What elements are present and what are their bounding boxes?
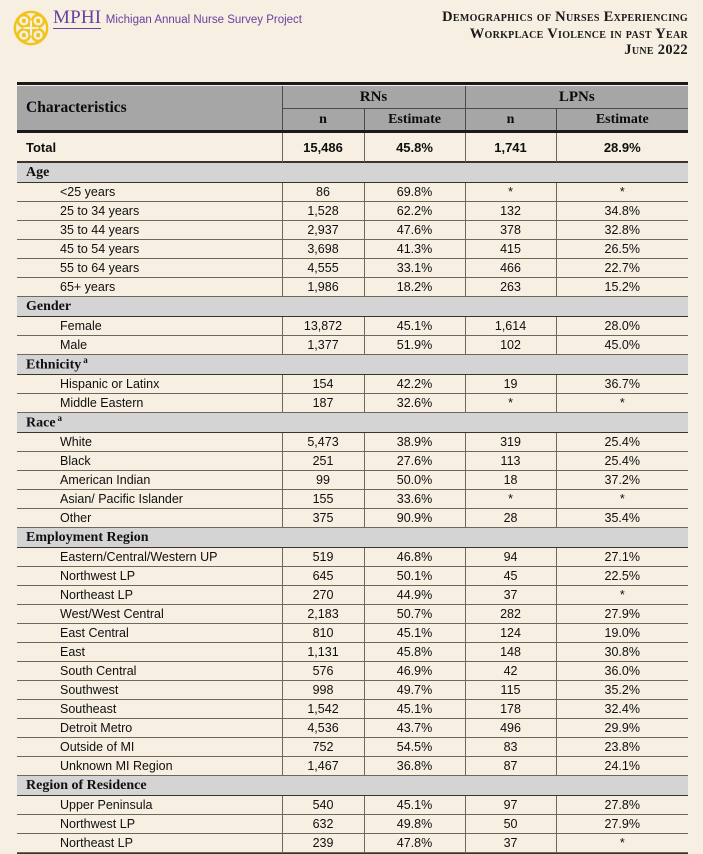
- cell-value: 645: [282, 567, 364, 586]
- cell-value: 69.8%: [364, 183, 465, 202]
- cell-value: 86: [282, 183, 364, 202]
- table-row: [17, 757, 688, 776]
- cell-value: 415: [465, 240, 556, 259]
- section-footnote-marker: a: [83, 355, 88, 366]
- section-header-employment-region: [17, 528, 688, 548]
- section-header-race: [17, 413, 688, 433]
- cell-value: 50: [465, 815, 556, 834]
- cell-value: 24.1%: [556, 757, 688, 776]
- cell-value: 19: [465, 375, 556, 394]
- table-row: [17, 662, 688, 681]
- row-label: Hispanic or Latinx: [17, 375, 282, 394]
- row-label: Black: [17, 452, 282, 471]
- table-row: [17, 259, 688, 278]
- table-row: [17, 834, 688, 853]
- cell-value: 752: [282, 738, 364, 757]
- cell-value: 42: [465, 662, 556, 681]
- table-row: [17, 509, 688, 528]
- cell-value: 124: [465, 624, 556, 643]
- table-row: [17, 221, 688, 240]
- section-title: Age: [17, 163, 688, 183]
- demographics-table: [17, 86, 688, 853]
- cell-value: 26.5%: [556, 240, 688, 259]
- table-row: [17, 240, 688, 259]
- cell-value: 178: [465, 700, 556, 719]
- table-row: [17, 433, 688, 452]
- row-label: Middle Eastern: [17, 394, 282, 413]
- cell-value: 62.2%: [364, 202, 465, 221]
- cell-value: 45.1%: [364, 796, 465, 815]
- brand-text: [53, 8, 302, 29]
- cell-value: 27.9%: [556, 605, 688, 624]
- table-row: [17, 719, 688, 738]
- row-label: Female: [17, 317, 282, 336]
- row-label: Upper Peninsula: [17, 796, 282, 815]
- cell-value: 32.4%: [556, 700, 688, 719]
- table-row: [17, 183, 688, 202]
- table-row: [17, 336, 688, 355]
- cell-value: 378: [465, 221, 556, 240]
- cell-value: 251: [282, 452, 364, 471]
- table-row: [17, 375, 688, 394]
- cell-value: 45: [465, 567, 556, 586]
- section-footnote-marker: a: [57, 413, 63, 424]
- table-row: [17, 796, 688, 815]
- cell-value: 27.6%: [364, 452, 465, 471]
- cell-value: 97: [465, 796, 556, 815]
- cell-value: 28: [465, 509, 556, 528]
- cell-value: 37: [465, 586, 556, 605]
- title-line-1: Demographics of Nurses Experiencing: [442, 9, 688, 25]
- cell-value: *: [465, 394, 556, 413]
- cell-value: *: [556, 394, 688, 413]
- cell-value: *: [465, 183, 556, 202]
- header-characteristics: Characteristics: [17, 86, 282, 131]
- cell-value: *: [556, 834, 688, 853]
- cell-value: 34.8%: [556, 202, 688, 221]
- cell-value: *: [556, 586, 688, 605]
- table-row: [17, 624, 688, 643]
- cell-value: 3,698: [282, 240, 364, 259]
- header-group-rns: RNs: [282, 86, 465, 109]
- cell-value: 466: [465, 259, 556, 278]
- section-header-gender: [17, 297, 688, 317]
- cell-value: 46.9%: [364, 662, 465, 681]
- row-label: Detroit Metro: [17, 719, 282, 738]
- cell-value: 540: [282, 796, 364, 815]
- table-row: [17, 548, 688, 567]
- table-row: [17, 394, 688, 413]
- cell-value: 28.0%: [556, 317, 688, 336]
- row-label: Other: [17, 509, 282, 528]
- cell-value: 47.8%: [364, 834, 465, 853]
- cell-value: 18.2%: [364, 278, 465, 297]
- cell-value: 22.5%: [556, 567, 688, 586]
- table-row: [17, 490, 688, 509]
- cell-value: 25.4%: [556, 452, 688, 471]
- cell-value: 94: [465, 548, 556, 567]
- cell-value: 45.1%: [364, 624, 465, 643]
- row-label: Unknown MI Region: [17, 757, 282, 776]
- row-label: Southwest: [17, 681, 282, 700]
- table-row: [17, 681, 688, 700]
- cell-value: 19.0%: [556, 624, 688, 643]
- row-label: Northwest LP: [17, 567, 282, 586]
- table-head: [17, 86, 688, 131]
- section-title: Region of Residence: [17, 776, 688, 796]
- cell-value: 45.1%: [364, 700, 465, 719]
- cell-value: 28.9%: [556, 133, 688, 162]
- header-group-row: [17, 86, 688, 109]
- cell-value: 375: [282, 509, 364, 528]
- table-row: [17, 278, 688, 297]
- cell-value: 45.1%: [364, 317, 465, 336]
- cell-value: 1,131: [282, 643, 364, 662]
- brand-subtitle: Michigan Annual Nurse Survey Project: [105, 14, 303, 26]
- cell-value: 282: [465, 605, 556, 624]
- cell-value: 115: [465, 681, 556, 700]
- cell-value: 36.7%: [556, 375, 688, 394]
- table-row: [17, 471, 688, 490]
- cell-value: 15.2%: [556, 278, 688, 297]
- row-label: American Indian: [17, 471, 282, 490]
- table-row: [17, 452, 688, 471]
- table-row: [17, 586, 688, 605]
- cell-value: 37.2%: [556, 471, 688, 490]
- section-title: Race $^a$: [17, 413, 688, 433]
- header-lpn-estimate: Estimate: [556, 109, 688, 132]
- brand-acronym: MPHI: [53, 7, 102, 28]
- cell-value: 50.7%: [364, 605, 465, 624]
- row-label: Northeast LP: [17, 586, 282, 605]
- title-line-3: June 2022: [624, 42, 688, 58]
- page-header: [0, 0, 703, 72]
- cell-value: 49.7%: [364, 681, 465, 700]
- cell-value: 1,614: [465, 317, 556, 336]
- row-label: South Central: [17, 662, 282, 681]
- header-lpn-n: n: [465, 109, 556, 132]
- section-title: Gender: [17, 297, 688, 317]
- cell-value: 187: [282, 394, 364, 413]
- cell-value: 148: [465, 643, 556, 662]
- section-title: Ethnicity $^a$: [17, 355, 688, 375]
- cell-value: *: [556, 183, 688, 202]
- cell-value: 33.6%: [364, 490, 465, 509]
- table-row: [17, 643, 688, 662]
- table-row: [17, 815, 688, 834]
- row-label: 25 to 34 years: [17, 202, 282, 221]
- cell-value: 47.6%: [364, 221, 465, 240]
- title-line-2: Workplace Violence in past Year: [469, 25, 688, 42]
- demographics-table-wrapper: [17, 82, 688, 854]
- section-header-region-of-residence: [17, 776, 688, 796]
- table-row: [17, 605, 688, 624]
- cell-value: 32.6%: [364, 394, 465, 413]
- cell-value: 29.9%: [556, 719, 688, 738]
- cell-value: 810: [282, 624, 364, 643]
- table-row: [17, 317, 688, 336]
- cell-value: 23.8%: [556, 738, 688, 757]
- cell-value: 1,377: [282, 336, 364, 355]
- cell-value: 5,473: [282, 433, 364, 452]
- row-label: 55 to 64 years: [17, 259, 282, 278]
- cell-value: 43.7%: [364, 719, 465, 738]
- row-label: Eastern/Central/Western UP: [17, 548, 282, 567]
- header-group-lpns: LPNs: [465, 86, 688, 109]
- cell-value: 45.8%: [364, 643, 465, 662]
- section-header-age: [17, 163, 688, 183]
- row-label: Total: [17, 133, 282, 162]
- cell-value: 25.4%: [556, 433, 688, 452]
- cell-value: 27.8%: [556, 796, 688, 815]
- table-top-rule: [17, 82, 688, 85]
- table-row-total: [17, 133, 688, 162]
- row-label: White: [17, 433, 282, 452]
- cell-value: 33.1%: [364, 259, 465, 278]
- cell-value: 99: [282, 471, 364, 490]
- cell-value: 154: [282, 375, 364, 394]
- cell-value: 45.8%: [364, 133, 465, 162]
- table-row: [17, 202, 688, 221]
- cell-value: 41.3%: [364, 240, 465, 259]
- brand-logo-block: [12, 8, 302, 47]
- row-label: West/West Central: [17, 605, 282, 624]
- row-label: Male: [17, 336, 282, 355]
- cell-value: 27.9%: [556, 815, 688, 834]
- cell-value: 51.9%: [364, 336, 465, 355]
- cell-value: 35.4%: [556, 509, 688, 528]
- cell-value: 27.1%: [556, 548, 688, 567]
- cell-value: 42.2%: [364, 375, 465, 394]
- cell-value: 496: [465, 719, 556, 738]
- cell-value: 87: [465, 757, 556, 776]
- mphi-logo-icon: [12, 9, 50, 47]
- cell-value: 239: [282, 834, 364, 853]
- table-row: [17, 700, 688, 719]
- cell-value: 22.7%: [556, 259, 688, 278]
- row-label: East Central: [17, 624, 282, 643]
- cell-value: 632: [282, 815, 364, 834]
- cell-value: 46.8%: [364, 548, 465, 567]
- table-row: [17, 738, 688, 757]
- row-label: 65+ years: [17, 278, 282, 297]
- cell-value: 155: [282, 490, 364, 509]
- cell-value: 998: [282, 681, 364, 700]
- cell-value: 50.1%: [364, 567, 465, 586]
- cell-value: 263: [465, 278, 556, 297]
- cell-value: 15,486: [282, 133, 364, 162]
- row-label: Northeast LP: [17, 834, 282, 853]
- cell-value: 1,542: [282, 700, 364, 719]
- cell-value: 2,937: [282, 221, 364, 240]
- cell-value: 4,536: [282, 719, 364, 738]
- row-label: Asian/ Pacific Islander: [17, 490, 282, 509]
- cell-value: 90.9%: [364, 509, 465, 528]
- header-rn-n: n: [282, 109, 364, 132]
- cell-value: 102: [465, 336, 556, 355]
- cell-value: 2,183: [282, 605, 364, 624]
- cell-value: 83: [465, 738, 556, 757]
- cell-value: 113: [465, 452, 556, 471]
- cell-value: 50.0%: [364, 471, 465, 490]
- cell-value: 319: [465, 433, 556, 452]
- cell-value: 44.9%: [364, 586, 465, 605]
- cell-value: 4,555: [282, 259, 364, 278]
- cell-value: 37: [465, 834, 556, 853]
- table-row: [17, 567, 688, 586]
- section-title: Employment Region: [17, 528, 688, 548]
- cell-value: 49.8%: [364, 815, 465, 834]
- cell-value: 36.0%: [556, 662, 688, 681]
- row-label: <25 years: [17, 183, 282, 202]
- cell-value: 32.8%: [556, 221, 688, 240]
- section-header-ethnicity: [17, 355, 688, 375]
- cell-value: 1,528: [282, 202, 364, 221]
- cell-value: 1,741: [465, 133, 556, 162]
- header-rn-estimate: Estimate: [364, 109, 465, 132]
- table-body: [17, 131, 688, 853]
- row-label: 45 to 54 years: [17, 240, 282, 259]
- cell-value: 36.8%: [364, 757, 465, 776]
- row-label: East: [17, 643, 282, 662]
- cell-value: 38.9%: [364, 433, 465, 452]
- cell-value: 54.5%: [364, 738, 465, 757]
- row-label: 35 to 44 years: [17, 221, 282, 240]
- cell-value: 13,872: [282, 317, 364, 336]
- cell-value: 35.2%: [556, 681, 688, 700]
- cell-value: 270: [282, 586, 364, 605]
- cell-value: 132: [465, 202, 556, 221]
- cell-value: *: [465, 490, 556, 509]
- cell-value: 45.0%: [556, 336, 688, 355]
- cell-value: 18: [465, 471, 556, 490]
- cell-value: 30.8%: [556, 643, 688, 662]
- row-label: Northwest LP: [17, 815, 282, 834]
- cell-value: 1,467: [282, 757, 364, 776]
- cell-value: 576: [282, 662, 364, 681]
- cell-value: 1,986: [282, 278, 364, 297]
- cell-value: 519: [282, 548, 364, 567]
- cell-value: *: [556, 490, 688, 509]
- document-title: [442, 9, 688, 59]
- row-label: Southeast: [17, 700, 282, 719]
- row-label: Outside of MI: [17, 738, 282, 757]
